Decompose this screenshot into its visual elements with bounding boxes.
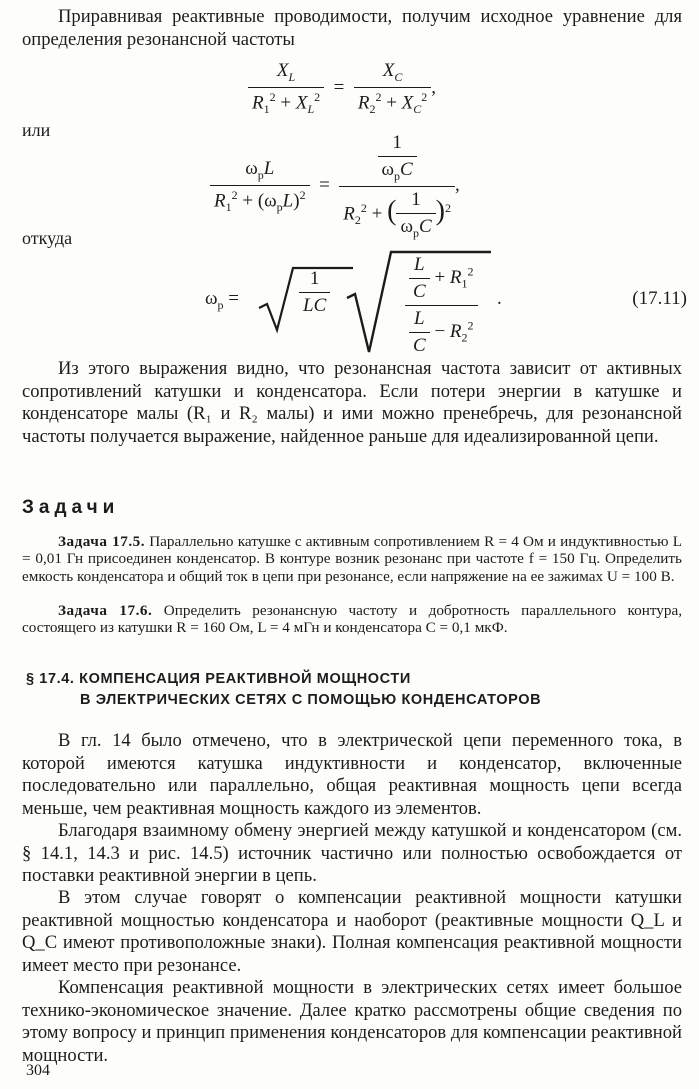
task-17-6 [22,602,682,637]
body-paragraph-2: Благодаря взаимному обмену энергией между катушкой и конденсатором (см. § 14.1, 14.3 и рис. 14.5) источник частично или полностью освобождается от поставки реактивной энергии в цепь. [22,820,682,886]
intro-paragraph: Приравнивая реактивные проводимости, получим исходное уравнение для определения резонансной частоты [22,6,682,50]
body-paragraph-3: В этом случае говорят о компенсации реактивной мощности катушки реактивной мощностью конденсатора и наоборот (реактивные мощности Q_L и Q_C имеют противоположные знаки). Полная компенсация реактивной мощности имеет место при резонансе. [22,887,682,976]
paragraph-after-equation: Из этого выражения видно, что резонансная частота зависит от активных сопротивлений катушки и конденсатора. Если потери энергии в катушке и конденсаторе малы (R₁ и R₂ малы) и ими можно пренебречь, для резонансной частоты получается выражение, найденное раньше для идеализированной цепи. [22,358,682,447]
tasks-heading: Задачи [22,497,120,518]
page-number: 304 [26,1062,50,1079]
equation-omega-form: $\frac{\omega_рL}{R_1^2 + (\omega_рL)^2}$ = $\frac{1}{\omega_рC}$ $R_2^2$ + ( $\frac{1}{\omega_рC}$ )$^2$ , [210,132,460,241]
equation-number: (17.11) [632,288,687,309]
task-label: Задача 17.6. [58,602,153,619]
body-paragraph-1: В гл. 14 было отмечено, что в электрической цепи переменного тока, в которой имеются катушка индуктивности и конденсатор, включенные последовательно или параллельно, общая реактивная мощность цепи всегда меньше, чем реактивная мощность каждого из элементов. [22,730,682,819]
task-17-5 [22,533,682,585]
section-heading-line-1: § 17.4. КОМПЕНСАЦИЯ РЕАКТИВНОЙ МОЩНОСТИ [26,671,411,687]
section-heading-line-2: В ЭЛЕКТРИЧЕСКИХ СЕТЯХ С ПОМОЩЬЮ КОНДЕНСАТОРОВ [80,692,542,708]
connector-whence: откуда [22,228,73,248]
task-text: Определить резонансную частоту и добротность параллельного контура, состоящего из катушки R = 160 Ом, L = 4 мГн и конденсатора C = 0,1 мкФ. [22,602,683,637]
body-paragraph-4: Компенсация реактивной мощности в электрических сетях имеет большое технико-экономическое значение. Далее кратко рассмотрены общие сведения по этому вопросу и принцип применения конденсаторов для компенсации реактивной мощности. [22,977,682,1066]
connector-or: или [22,120,51,140]
task-text: Параллельно катушке с активным сопротивлением R = 4 Ом и индуктивностью L = 0,01 Гн присоединен конденсатор. В контуре возник резонанс при частоте f = 150 Гц. Определить емкость конденсатора и общий ток в цепи при резонансе, если напряжение на ее зажимах U = 100 В. [22,533,683,585]
task-label: Задача 17.5. [58,533,146,550]
equation-resonance-frequency: $\omega_р$ = $\frac{1}{LC}$ $\frac{L}{C}$ + $R_1^2$ $\frac{L}{C}$ − $R_2^2$ . [205,252,505,352]
equation-reactive-conductance: $\frac{X_L}{R_1^2 + X_L^2}$ = $\frac{X_C}{R_2^2 + X_C^2}$ , [248,60,436,117]
